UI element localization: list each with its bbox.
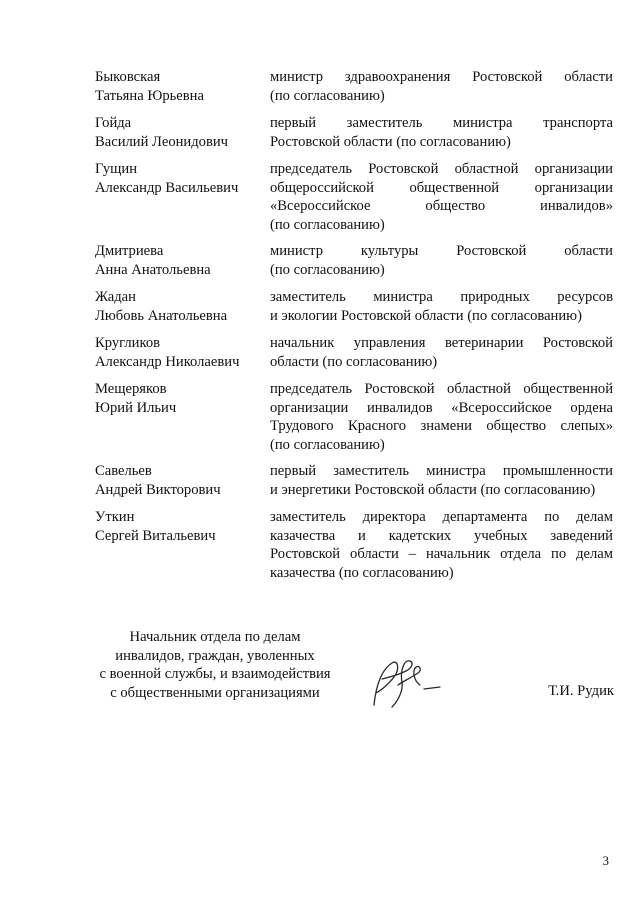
member-role-line: (по согласованию) [270,87,385,104]
position-line: Начальник отдела по делам [129,629,301,645]
member-role [270,242,613,288]
member-role-line: и экологии Ростовской области (по согласованию) [270,307,582,324]
member-row [95,334,615,380]
member-row [95,508,615,590]
member-name [95,68,270,114]
member-row [95,288,615,334]
member-role-line: министр здравоохранения Ростовской области [270,69,613,85]
member-role-line: организации инвалидов «Всероссийское ордена [270,399,613,416]
member-role-line: министр культуры Ростовской области [270,243,613,259]
member-given-names: Александр Васильевич [95,179,239,196]
member-role-line: председатель Ростовской областной общественной [270,381,613,397]
member-role-line: области (по согласованию) [270,353,438,370]
member-row [95,68,615,114]
member-role-line: заместитель министра природных ресурсов [270,289,613,305]
member-name [95,242,270,288]
member-role-line: начальник управления ветеринарии Ростовской [270,335,613,351]
member-given-names: Сергей Витальевич [95,527,216,544]
member-given-names: Татьяна Юрьевна [95,87,204,104]
member-row [95,114,615,160]
member-role [270,288,613,334]
member-given-names: Юрий Ильич [95,399,177,416]
member-given-names: Василий Леонидович [95,133,229,150]
member-role-line: общероссийской общественной организации [270,179,613,196]
member-role-line: Ростовской области – начальник отдела по делам [270,546,613,563]
member-surname: Быковская [95,69,161,85]
member-name [95,508,270,590]
member-role [270,114,613,160]
member-name [95,334,270,380]
page-number: 3 [602,853,609,868]
members-list [95,68,615,590]
member-role [270,334,613,380]
member-surname: Кругликов [95,335,161,351]
member-row [95,160,615,242]
handwritten-signature [368,655,448,713]
member-role [270,160,613,242]
member-surname: Дмитриева [95,243,164,259]
member-name [95,288,270,334]
member-surname: Савельев [95,463,152,479]
signature-position-title [75,628,355,702]
member-name [95,380,270,462]
member-row [95,242,615,288]
member-surname: Мещеряков [95,381,167,397]
signer-name: Т.И. Рудик [548,683,614,699]
member-given-names: Анна Анатольевна [95,261,211,278]
member-surname: Жадан [95,289,136,305]
member-name [95,114,270,160]
member-name [95,462,270,508]
member-role [270,68,613,114]
position-line: инвалидов, граждан, уволенных [115,647,315,664]
member-role-line: первый заместитель министра промышленности [270,463,613,479]
member-row [95,380,615,462]
member-role [270,380,613,462]
position-line: с военной службы, и взаимодействия [99,666,331,682]
member-role [270,462,613,508]
member-role-line: Трудового Красного знамени общество слепых» [270,418,613,435]
member-role-line: (по согласованию) [270,261,385,278]
member-row [95,462,615,508]
member-name [95,160,270,242]
member-role [270,508,613,590]
member-role-line: казачества (по согласованию) [270,564,454,581]
member-role-line: (по согласованию) [270,216,385,233]
member-role-line: и энергетики Ростовской области (по согласованию) [270,481,596,498]
member-role-line: «Всероссийское общество инвалидов» [270,198,613,215]
member-given-names: Андрей Викторович [95,481,221,498]
member-given-names: Любовь Анатольевна [95,307,228,324]
member-role-line: (по согласованию) [270,436,385,453]
member-surname: Гущин [95,161,138,177]
member-role-line: первый заместитель министра транспорта [270,115,613,131]
member-role-line: казачества и кадетских учебных заведений [270,527,613,544]
member-surname: Уткин [95,509,135,525]
member-role-line: заместитель директора департамента по делам [270,509,613,525]
member-role-line: Ростовской области (по согласованию) [270,133,511,150]
member-role-line: председатель Ростовской областной организации [270,161,613,177]
member-surname: Гойда [95,115,132,131]
position-line: с общественными организациями [110,684,320,701]
member-given-names: Александр Николаевич [95,353,240,370]
